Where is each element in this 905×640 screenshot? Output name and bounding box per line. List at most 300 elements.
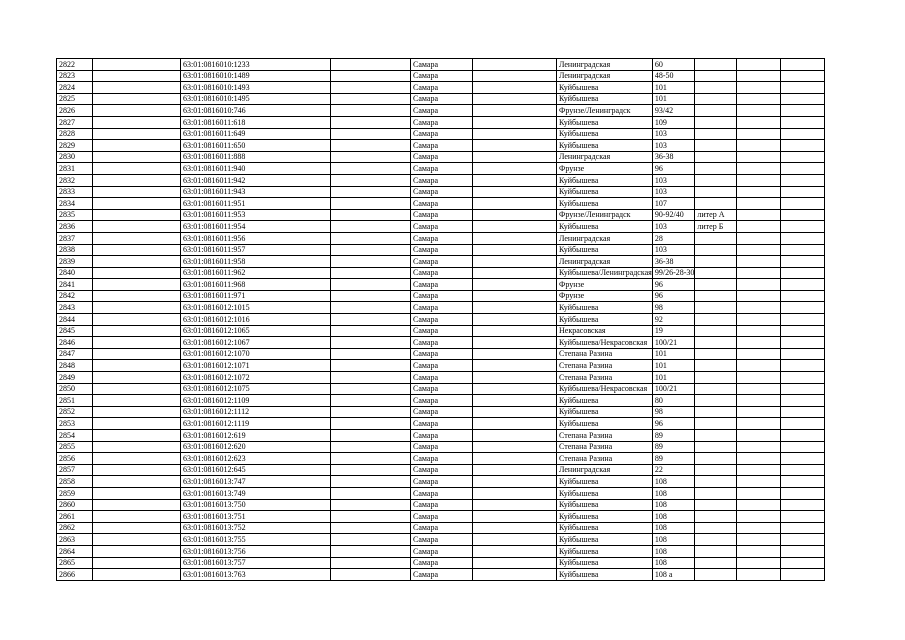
city: Самара [411,244,473,256]
empty-cell [331,372,411,384]
city: Самара [411,93,473,105]
city: Самара [411,163,473,175]
row-number: 2855 [57,441,93,453]
empty-cell [331,105,411,117]
cadastral-number: 63:01:0816012:1015 [181,302,331,314]
street: Куйбышева [557,487,653,499]
house-number: 108 [652,476,695,488]
street: Куйбышева [557,116,653,128]
empty-cell [737,128,781,140]
empty-cell [331,198,411,210]
city: Самара [411,499,473,511]
city: Самара [411,337,473,349]
empty-cell [93,209,181,221]
empty-cell [93,406,181,418]
street: Куйбышева [557,534,653,546]
street: Ленинградская [557,59,653,71]
house-number: 96 [652,163,695,175]
table-row [57,372,825,384]
table-row [57,314,825,326]
table-row [57,453,825,465]
table-row [57,174,825,186]
empty-cell [93,267,181,279]
house-number: 108 [652,534,695,546]
house-number: 103 [652,140,695,152]
empty-cell [473,93,557,105]
empty-cell [737,198,781,210]
note [695,511,737,523]
city: Самара [411,116,473,128]
empty-cell [781,128,825,140]
empty-cell [473,395,557,407]
empty-cell [737,163,781,175]
house-number: 89 [652,453,695,465]
empty-cell [473,348,557,360]
row-number: 2826 [57,105,93,117]
empty-cell [781,186,825,198]
street: Степана Разина [557,441,653,453]
empty-cell [737,59,781,71]
house-number: 100/21 [652,337,695,349]
note [695,348,737,360]
empty-cell [331,348,411,360]
cadastral-number: 63:01:0816012:1075 [181,383,331,395]
cadastral-number: 63:01:0816011:958 [181,256,331,268]
house-number: 101 [652,348,695,360]
empty-cell [473,209,557,221]
empty-cell [331,186,411,198]
empty-cell [781,395,825,407]
empty-cell [93,557,181,569]
empty-cell [473,464,557,476]
empty-cell [781,93,825,105]
street: Куйбышева/Некрасовская [557,383,653,395]
note [695,186,737,198]
empty-cell [93,476,181,488]
house-number: 108 [652,511,695,523]
row-number: 2854 [57,430,93,442]
cadastral-number: 63:01:0816011:954 [181,221,331,233]
table-row [57,128,825,140]
empty-cell [331,430,411,442]
empty-cell [473,487,557,499]
empty-cell [331,221,411,233]
empty-cell [93,395,181,407]
street: Фрунзе/Ленинградск [557,105,653,117]
empty-cell [473,522,557,534]
empty-cell [781,59,825,71]
city: Самара [411,151,473,163]
house-number: 92 [652,314,695,326]
note: литер А [695,209,737,221]
note [695,325,737,337]
table-row [57,441,825,453]
street: Куйбышева [557,557,653,569]
note [695,59,737,71]
empty-cell [473,569,557,581]
street: Степана Разина [557,372,653,384]
empty-cell [737,221,781,233]
empty-cell [93,337,181,349]
empty-cell [737,418,781,430]
note [695,372,737,384]
table-row [57,499,825,511]
house-number: 90-92/40 [652,209,695,221]
empty-cell [93,534,181,546]
cadastral-number: 63:01:0816012:619 [181,430,331,442]
empty-cell [473,430,557,442]
empty-cell [473,325,557,337]
empty-cell [737,70,781,82]
note [695,93,737,105]
empty-cell [93,279,181,291]
empty-cell [737,314,781,326]
house-number: 101 [652,372,695,384]
table-row [57,256,825,268]
house-number: 96 [652,279,695,291]
city: Самара [411,59,473,71]
empty-cell [781,279,825,291]
street: Куйбышева/Некрасовская [557,337,653,349]
table-row [57,325,825,337]
cadastral-number: 63:01:0816011:943 [181,186,331,198]
note [695,534,737,546]
empty-cell [737,534,781,546]
empty-cell [781,418,825,430]
city: Самара [411,82,473,94]
empty-cell [93,487,181,499]
house-number: 108 [652,487,695,499]
row-number: 2835 [57,209,93,221]
empty-cell [331,418,411,430]
empty-cell [473,372,557,384]
empty-cell [331,93,411,105]
row-number: 2843 [57,302,93,314]
house-number: 108 а [652,569,695,581]
street: Фрунзе/Ленинградск [557,209,653,221]
row-number: 2838 [57,244,93,256]
city: Самара [411,406,473,418]
empty-cell [781,151,825,163]
house-number: 103 [652,186,695,198]
cadastral-number: 63:01:0816012:1109 [181,395,331,407]
empty-cell [781,70,825,82]
cadastral-number: 63:01:0816011:649 [181,128,331,140]
row-number: 2864 [57,545,93,557]
note [695,337,737,349]
empty-cell [331,290,411,302]
note [695,128,737,140]
empty-cell [331,441,411,453]
empty-cell [737,186,781,198]
street: Ленинградская [557,464,653,476]
empty-cell [781,82,825,94]
table-row [57,244,825,256]
table-row [57,383,825,395]
empty-cell [331,140,411,152]
row-number: 2847 [57,348,93,360]
empty-cell [737,383,781,395]
empty-cell [473,186,557,198]
row-number: 2830 [57,151,93,163]
street: Куйбышева [557,476,653,488]
empty-cell [781,244,825,256]
street: Ленинградская [557,232,653,244]
empty-cell [781,534,825,546]
empty-cell [737,267,781,279]
street: Некрасовская [557,325,653,337]
table-row [57,290,825,302]
cadastral-number: 63:01:0816011:957 [181,244,331,256]
city: Самара [411,174,473,186]
empty-cell [737,302,781,314]
empty-cell [737,499,781,511]
city: Самара [411,105,473,117]
note [695,499,737,511]
cadastral-number: 63:01:0816011:650 [181,140,331,152]
row-number: 2842 [57,290,93,302]
empty-cell [331,70,411,82]
city: Самара [411,372,473,384]
empty-cell [737,325,781,337]
note [695,522,737,534]
cadastral-number: 63:01:0816013:756 [181,545,331,557]
row-number: 2857 [57,464,93,476]
city: Самара [411,453,473,465]
street: Куйбышева [557,244,653,256]
street: Куйбышева/Ленинградская [557,267,653,279]
note [695,441,737,453]
empty-cell [331,464,411,476]
cadastral-number: 63:01:0816011:962 [181,267,331,279]
note [695,545,737,557]
table-row [57,82,825,94]
empty-cell [781,140,825,152]
note [695,302,737,314]
note [695,395,737,407]
empty-cell [331,116,411,128]
empty-cell [473,151,557,163]
empty-cell [331,151,411,163]
city: Самара [411,487,473,499]
table-row [57,221,825,233]
row-number: 2824 [57,82,93,94]
empty-cell [331,82,411,94]
house-number: 108 [652,545,695,557]
street: Степана Разина [557,430,653,442]
row-number: 2865 [57,557,93,569]
city: Самара [411,302,473,314]
empty-cell [331,522,411,534]
empty-cell [473,244,557,256]
table-row [57,487,825,499]
empty-cell [93,290,181,302]
house-number: 60 [652,59,695,71]
house-number: 36-38 [652,151,695,163]
empty-cell [93,325,181,337]
empty-cell [781,290,825,302]
empty-cell [93,453,181,465]
cadastral-number: 63:01:0816012:1119 [181,418,331,430]
empty-cell [331,534,411,546]
table-row [57,70,825,82]
cadastral-number: 63:01:0816012:645 [181,464,331,476]
empty-cell [93,151,181,163]
empty-cell [473,383,557,395]
city: Самара [411,256,473,268]
empty-cell [473,418,557,430]
empty-cell [331,406,411,418]
empty-cell [737,430,781,442]
empty-cell [781,487,825,499]
empty-cell [737,476,781,488]
empty-cell [331,314,411,326]
empty-cell [737,441,781,453]
empty-cell [473,545,557,557]
cadastral-number: 63:01:0816012:1112 [181,406,331,418]
empty-cell [331,325,411,337]
note [695,314,737,326]
empty-cell [93,232,181,244]
empty-cell [93,59,181,71]
row-number: 2823 [57,70,93,82]
empty-cell [473,116,557,128]
cadastral-number: 63:01:0816012:1016 [181,314,331,326]
city: Самара [411,430,473,442]
cadastral-number: 63:01:0816012:1071 [181,360,331,372]
empty-cell [737,360,781,372]
empty-cell [737,105,781,117]
house-number: 101 [652,82,695,94]
empty-cell [93,140,181,152]
row-number: 2849 [57,372,93,384]
table-row [57,302,825,314]
cadastral-number: 63:01:0816011:951 [181,198,331,210]
city: Самара [411,441,473,453]
street: Куйбышева [557,302,653,314]
cadastral-number: 63:01:0816012:1067 [181,337,331,349]
house-number: 93/42 [652,105,695,117]
city: Самара [411,534,473,546]
row-number: 2858 [57,476,93,488]
cadastral-number: 63:01:0816010:1493 [181,82,331,94]
house-number: 96 [652,290,695,302]
city: Самара [411,186,473,198]
empty-cell [781,348,825,360]
empty-cell [93,116,181,128]
cadastral-number: 63:01:0816011:956 [181,232,331,244]
empty-cell [781,198,825,210]
note [695,453,737,465]
table-row [57,105,825,117]
empty-cell [473,441,557,453]
empty-cell [93,174,181,186]
empty-cell [93,545,181,557]
table-row [57,522,825,534]
street: Ленинградская [557,256,653,268]
empty-cell [737,406,781,418]
city: Самара [411,140,473,152]
empty-cell [473,453,557,465]
empty-cell [93,372,181,384]
city: Самара [411,545,473,557]
empty-cell [737,256,781,268]
house-number: 100/21 [652,383,695,395]
row-number: 2825 [57,93,93,105]
empty-cell [737,93,781,105]
empty-cell [93,522,181,534]
empty-cell [331,499,411,511]
city: Самара [411,70,473,82]
house-number: 89 [652,430,695,442]
empty-cell [781,464,825,476]
empty-cell [781,476,825,488]
note [695,232,737,244]
city: Самара [411,522,473,534]
empty-cell [781,314,825,326]
empty-cell [93,105,181,117]
row-number: 2833 [57,186,93,198]
house-number: 98 [652,406,695,418]
city: Самара [411,464,473,476]
empty-cell [93,569,181,581]
table-row [57,476,825,488]
street: Фрунзе [557,290,653,302]
empty-cell [93,221,181,233]
cadastral-number: 63:01:0816012:1070 [181,348,331,360]
row-number: 2834 [57,198,93,210]
house-number: 99/26-28-30 [652,267,695,279]
street: Куйбышева [557,406,653,418]
cadastral-number: 63:01:0816012:1065 [181,325,331,337]
empty-cell [331,545,411,557]
street: Куйбышева [557,93,653,105]
note [695,198,737,210]
empty-cell [781,209,825,221]
empty-cell [473,534,557,546]
street: Степана Разина [557,453,653,465]
row-number: 2861 [57,511,93,523]
empty-cell [473,256,557,268]
empty-cell [331,279,411,291]
city: Самара [411,557,473,569]
row-number: 2829 [57,140,93,152]
empty-cell [781,174,825,186]
house-number: 109 [652,116,695,128]
house-number: 101 [652,360,695,372]
empty-cell [331,569,411,581]
house-number: 108 [652,499,695,511]
empty-cell [473,59,557,71]
note [695,70,737,82]
empty-cell [473,406,557,418]
empty-cell [737,464,781,476]
city: Самара [411,325,473,337]
house-number: 96 [652,418,695,430]
empty-cell [473,314,557,326]
empty-cell [737,116,781,128]
empty-cell [93,383,181,395]
empty-cell [737,453,781,465]
note [695,82,737,94]
city: Самара [411,511,473,523]
table-row [57,116,825,128]
house-number: 103 [652,244,695,256]
empty-cell [737,279,781,291]
row-number: 2866 [57,569,93,581]
note [695,476,737,488]
row-number: 2862 [57,522,93,534]
